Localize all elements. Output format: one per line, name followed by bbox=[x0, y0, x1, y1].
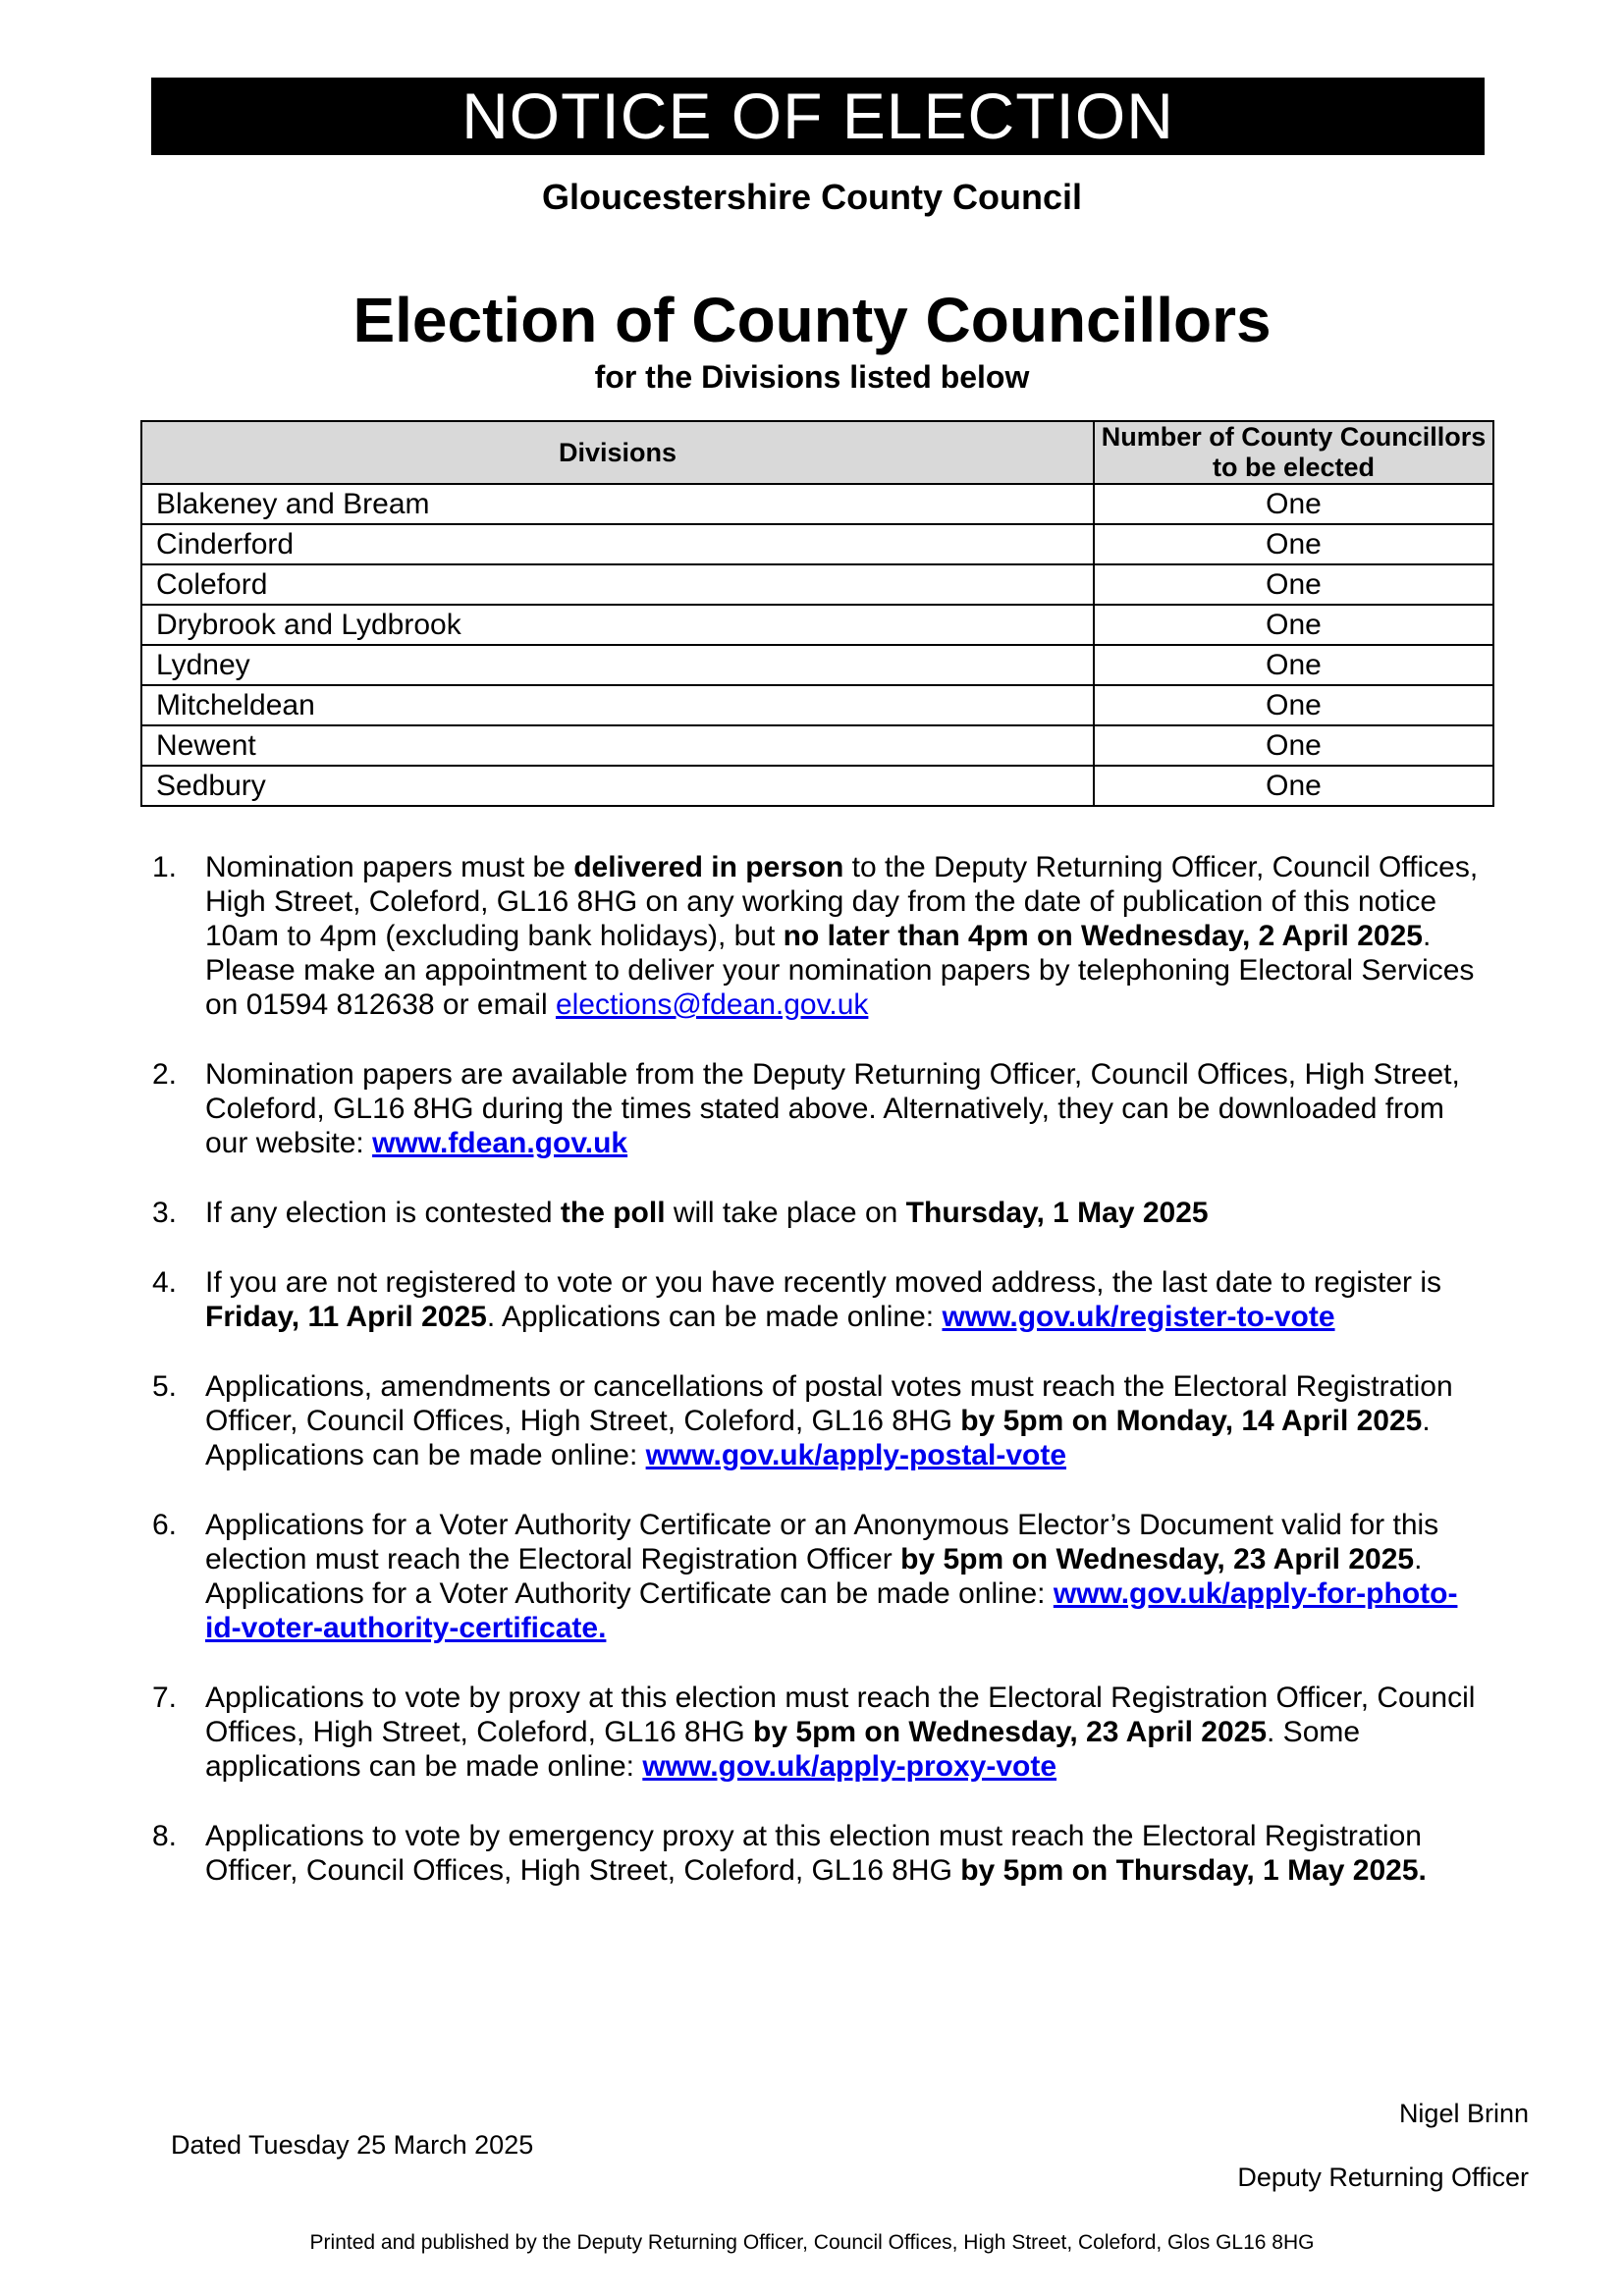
table-row bbox=[141, 564, 1493, 605]
division-name: Newent bbox=[141, 725, 1094, 766]
note-text: to the Deputy Returning Officer, Council Offices, High Street, Coleford, GL16 8HG on any working day from the date of publication of this notice 10am to 4pm (excluding bank holidays), but bbox=[205, 851, 1479, 952]
note-text: Applications, amendments or cancellations of postal votes must reach the Electoral Registration Officer, Council Offices, High Street, Coleford, GL16 8HG bbox=[205, 1370, 1453, 1437]
note-number: 6. bbox=[152, 1509, 178, 1541]
table-row bbox=[141, 605, 1493, 645]
note-text: . Some applications can be made online: bbox=[205, 1716, 1361, 1783]
signatory-title: Deputy Returning Officer bbox=[1237, 2163, 1529, 2192]
note-item bbox=[152, 1369, 1488, 1472]
division-name: Drybrook and Lydbrook bbox=[141, 605, 1094, 645]
councillor-count: One bbox=[1094, 484, 1493, 524]
note-text: . Applications for a Voter Authority Certificate can be made online: bbox=[205, 1543, 1423, 1610]
note-emphasis: Friday, 11 April 2025 bbox=[205, 1301, 487, 1333]
note-number: 4. bbox=[152, 1266, 178, 1299]
councillor-count: One bbox=[1094, 725, 1493, 766]
note-link[interactable]: www.gov.uk/apply-for-photo-id-voter-authority-certificate. bbox=[205, 1577, 1458, 1644]
note-link[interactable]: elections@fdean.gov.uk bbox=[555, 988, 869, 1021]
notice-banner: NOTICE OF ELECTION bbox=[151, 78, 1485, 155]
table-row bbox=[141, 685, 1493, 725]
note-text: Applications to vote by emergency proxy at this election must reach the Electoral Registration Officer, Council Offices, High Street, Coleford, GL16 8HG bbox=[205, 1820, 1422, 1887]
note-item bbox=[152, 1508, 1488, 1645]
note-number: 1. bbox=[152, 851, 178, 883]
division-name: Blakeney and Bream bbox=[141, 484, 1094, 524]
councillors-header: Number of County Councillors to be elected bbox=[1094, 421, 1493, 484]
note-item bbox=[152, 1196, 1488, 1230]
notes-list bbox=[152, 850, 1488, 1923]
note-emphasis: by 5pm on Wednesday, 23 April 2025 bbox=[900, 1543, 1415, 1575]
note-text: . Applications can be made online: bbox=[205, 1405, 1431, 1471]
note-link[interactable]: www.gov.uk/register-to-vote bbox=[942, 1301, 1335, 1333]
councillor-count: One bbox=[1094, 685, 1493, 725]
note-text: Applications to vote by proxy at this election must reach the Electoral Registration Officer, Council Offices, High Street, Coleford, GL16 8HG bbox=[205, 1682, 1476, 1748]
note-number: 3. bbox=[152, 1197, 178, 1229]
note-text: . Applications can be made online: bbox=[486, 1301, 943, 1333]
note-emphasis: by 5pm on Thursday, 1 May 2025. bbox=[960, 1854, 1427, 1887]
note-emphasis: the poll bbox=[560, 1197, 666, 1229]
imprint: Printed and published by the Deputy Returning Officer, Council Offices, High Street, Coleford, Glos GL16 8HG bbox=[309, 2231, 1315, 2254]
note-text: Nomination papers must be bbox=[205, 851, 574, 883]
councillor-count: One bbox=[1094, 766, 1493, 806]
note-link[interactable]: www.gov.uk/apply-proxy-vote bbox=[642, 1750, 1057, 1783]
table-header-row bbox=[141, 421, 1493, 484]
table-row bbox=[141, 484, 1493, 524]
table-row bbox=[141, 645, 1493, 685]
council-name: Gloucestershire County Council bbox=[541, 177, 1083, 217]
councillor-count: One bbox=[1094, 605, 1493, 645]
page-subtitle: for the Divisions listed below bbox=[594, 359, 1030, 395]
note-link[interactable]: www.gov.uk/apply-postal-vote bbox=[645, 1439, 1067, 1471]
note-emphasis: by 5pm on Wednesday, 23 April 2025 bbox=[753, 1716, 1268, 1748]
note-text: If you are not registered to vote or you have recently moved address, the last date to register is bbox=[205, 1266, 1442, 1299]
signatory-name: Nigel Brinn bbox=[1398, 2099, 1529, 2128]
note-item bbox=[152, 1681, 1488, 1784]
note-text: . Please make an appointment to deliver your nomination papers by telephoning Electoral Services on 01594 812638 or email bbox=[205, 920, 1475, 1021]
note-emphasis: delivered in person bbox=[573, 851, 844, 883]
table-row bbox=[141, 766, 1493, 806]
division-name: Mitcheldean bbox=[141, 685, 1094, 725]
note-item bbox=[152, 850, 1488, 1022]
councillor-count: One bbox=[1094, 564, 1493, 605]
note-emphasis: by 5pm on Monday, 14 April 2025 bbox=[960, 1405, 1423, 1437]
dated-line: Dated Tuesday 25 March 2025 bbox=[171, 2130, 534, 2160]
division-name: Sedbury bbox=[141, 766, 1094, 806]
note-text: will take place on bbox=[665, 1197, 906, 1229]
note-link[interactable]: www.fdean.gov.uk bbox=[372, 1127, 628, 1159]
note-text: Nomination papers are available from the Deputy Returning Officer, Council Offices, High Street, Coleford, GL16 8HG during the times stated above. Alternatively, they can be downloaded from our website: bbox=[205, 1058, 1460, 1159]
councillor-count: One bbox=[1094, 524, 1493, 564]
table-row bbox=[141, 725, 1493, 766]
division-name: Cinderford bbox=[141, 524, 1094, 564]
note-text: Applications for a Voter Authority Certificate or an Anonymous Elector’s Document valid for this election must reach the Electoral Registration Officer bbox=[205, 1509, 1439, 1575]
note-item bbox=[152, 1265, 1488, 1334]
divisions-table bbox=[140, 420, 1494, 807]
councillor-count: One bbox=[1094, 645, 1493, 685]
note-number: 8. bbox=[152, 1820, 178, 1852]
note-emphasis: Thursday, 1 May 2025 bbox=[905, 1197, 1209, 1229]
table-row bbox=[141, 524, 1493, 564]
division-name: Lydney bbox=[141, 645, 1094, 685]
note-item bbox=[152, 1819, 1488, 1888]
note-emphasis: no later than 4pm on Wednesday, 2 April 2025 bbox=[783, 920, 1423, 952]
note-number: 7. bbox=[152, 1682, 178, 1714]
note-number: 5. bbox=[152, 1370, 178, 1403]
page-title: Election of County Councillors bbox=[352, 285, 1272, 355]
note-item bbox=[152, 1057, 1488, 1160]
note-number: 2. bbox=[152, 1058, 178, 1091]
division-name: Coleford bbox=[141, 564, 1094, 605]
note-text: If any election is contested bbox=[205, 1197, 561, 1229]
divisions-header: Divisions bbox=[141, 421, 1094, 484]
